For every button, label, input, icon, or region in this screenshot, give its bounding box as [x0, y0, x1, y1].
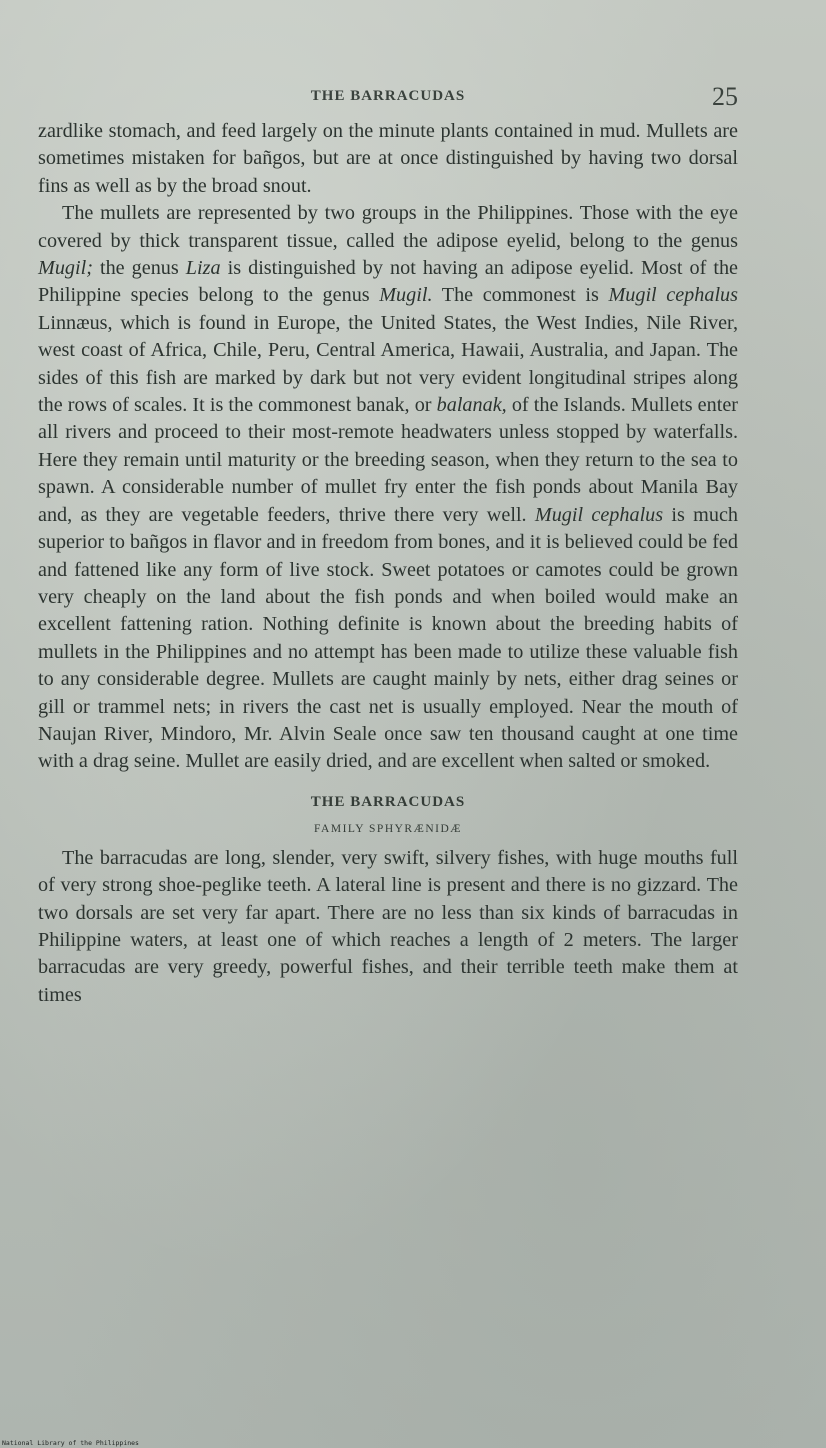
italic-text: Mugil cephalus: [534, 503, 664, 526]
text-run: Linnæus, which is found in Europe, the United States, the West Indies, Nile River, west coast of Africa, Chile, Peru, Central America, Hawaii, Australia, and Japan. The sides of this fish are marked by dark but not very evident longitudinal stripes along the rows of scales. It is the commonest banak, or: [38, 311, 738, 417]
text-run: is distinguished by not having an adipose eyelid. Most of the Philippine species belong to the genus: [38, 257, 738, 307]
italic-text: Mugil.: [379, 284, 433, 307]
italic-text: Mugil cephalus: [608, 284, 739, 307]
document-page: [38, 80, 738, 1009]
text-run: is much superior to bañgos in flavor and in freedom from bones, and it is believed could be fed and fattened like any form of live stock. Sweet potatoes or camotes could be grown very cheaply on the land about the fish ponds and when boiled would make an excellent fattening ration. Nothing definite is known about the breeding habits of mullets in the Philippines and no attempt has been made to utilize these valuable fish to any considerable degree. Mullets are caught mainly by nets, either drag seines or gill or trammel nets; in rivers the cast net is usually employed. Near the mouth of Naujan River, Mindoro, Mr. Alvin Seale once saw ten thousand caught at one time with a drag seine. Mullet are easily dried, and are excellent when salted or smoked.: [38, 503, 738, 773]
text-run: The mullets are represented by two groups in the Philippines. Those with the eye covered by thick transparent tissue, called the adipose eyelid, belong to the genus: [38, 202, 738, 252]
library-footer: National Library of the Philippines: [2, 1439, 139, 1447]
text-run: The barracudas are long, slender, very swift, silvery fishes, with huge mouths full of very strong shoe-peglike teeth. A lateral line is present and there is no gizzard. The two dorsals are set very far apart. There are no less than six kinds of barracudas in Philippine waters, at least one of which reaches a length of 2 meters. The larger barracudas are very greedy, powerful fishes, and their terrible teeth make them at times: [38, 846, 738, 1006]
family-subtitle: FAMILY SPHYRÆNIDÆ: [314, 822, 462, 835]
text-run: The commonest is: [432, 284, 609, 307]
text-run: the genus: [92, 257, 186, 280]
text-run: of the Islands. Mullets enter all rivers and proceed to their most-remote headwaters unless stopped by waterfalls. Here they remain until maturity or the breeding season, when they return to the sea to spawn. A considerable number of mullet fry enter the fish ponds about Manila Bay and, as they are vegetable feeders, thrive there very well.: [38, 394, 739, 526]
text-run: zardlike stomach, and feed largely on the minute plants contained in mud. Mullets are sometimes mistaken for bañgos, but are at once distinguished by having two dorsal fins as well as by the broad snout.: [38, 120, 738, 197]
section-title: THE BARRACUDAS: [310, 793, 466, 810]
italic-text: Liza: [185, 257, 221, 280]
paragraph: [38, 200, 738, 776]
page-number: 25: [712, 82, 738, 111]
section-body-text: [38, 845, 738, 1009]
running-header: [38, 80, 738, 118]
paragraph: [38, 118, 738, 200]
body-text: [38, 118, 738, 776]
paragraph: [38, 845, 738, 1009]
italic-text: balanak,: [436, 394, 507, 417]
italic-text: Mugil;: [38, 257, 93, 280]
running-title: THE BARRACUDAS: [310, 88, 466, 104]
